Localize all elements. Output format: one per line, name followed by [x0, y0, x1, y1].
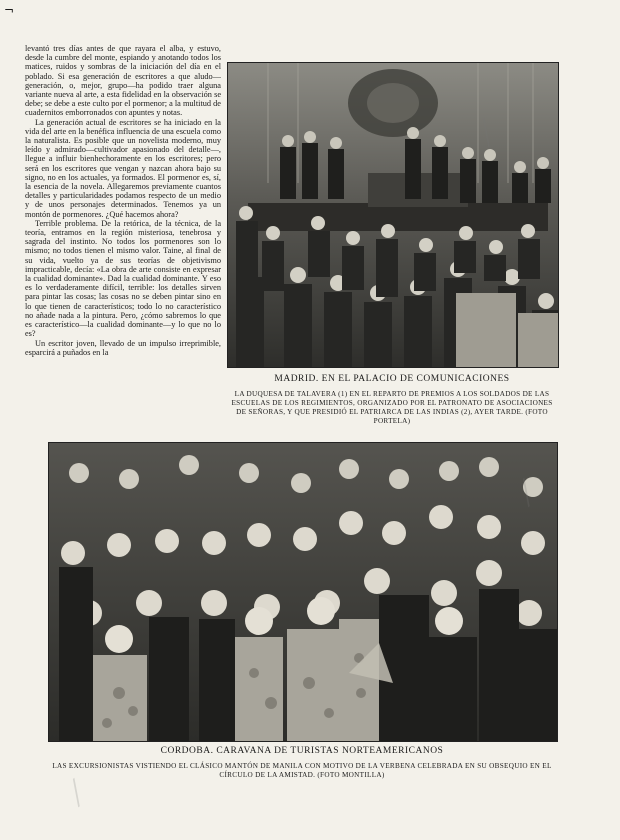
- watermark-mark: ╱: [63, 778, 90, 807]
- photo-bottom-caption: LAS EXCURSIONISTAS VISTIENDO EL CLÁSICO MANTÓN DE MANILA CON MOTIVO DE LA VERBENA CELEBRADA EN SU OBSEQUIO EN EL CÍRCULO DE LA AMISTAD. (FOTO MONTILLA): [52, 762, 552, 779]
- photo-bottom-title: CORDOBA. CARAVANA DE TURISTAS NORTEAMERICANOS: [160, 746, 444, 756]
- corner-mark: ¬: [4, 3, 15, 17]
- article-paragraph: Terrible problema. De la retórica, de la técnica, de la teoría, entramos en la región misteriosa, tenebrosa y sagrada del instinto. No todos los pormenores son lo mismo; no todos tienen el mismo valor. Taine, al final de su vida, vuelto ya de sus teorías de objetivismo impracticable, decía: «La obra de arte consiste en expresar la cualidad dominante». Dad la cualidad dominante. Y eso es lo verdaderamente difícil, terrible: los detalles sirven para pintar las cosas; las cosas no se deben pintar sino en lo que tienen de característicos; todo lo no característico no añade nada a la pintura. Pero, ¿cómo sabremos lo que es característico—la cualidad dominante—y lo que no lo es?: [25, 218, 221, 339]
- photo-top-title: MADRID. EN EL PALACIO DE COMUNICACIONES: [274, 374, 510, 384]
- photo-tourists: [48, 442, 558, 742]
- photo-ceremony: [227, 62, 559, 368]
- article-paragraph: La generación actual de escritores se ha iniciado en la vida del arte en la benéfica influencia de una escuela como la naturalista. Es posible que un novelista moderno, muy leído y admirado—cultivador apasionado del detalle—, llegue a influir bienhechoramente en los escritores; pero será en los escritores que vengan y nazcan ahora bajo su signo, no en los actuales, ya formados. El pormenor es, sí, la esencia de la novela. Allegaremos previamente cuantos detalles y particularidades podamos respecto de un medio y de unos personajes determinados. Tenemos ya un montón de pormenores. ¿Qué hacemos ahora?: [25, 117, 221, 219]
- article-paragraph: levantó tres días antes de que rayara el alba, y estuvo, desde la cumbre del monte, espiando y anotando todos los matices, ruidos y sombras de la iniciación del día en el poblado. Si esa generación de escritores a que aludo—generación, o, mejor, grupo—ha podido traer alguna variante nueva al arte, a esta fidelidad en la observación se debe; se debe a este culto por el pormenor; a la multitud de cuadernitos emborronados con apuntes y notas.: [25, 44, 221, 118]
- article-column: [25, 44, 221, 428]
- watermark-mark: ╱: [513, 478, 540, 507]
- article-paragraph: Un escritor joven, llevado de un impulso irreprimible, esparcirá a puñados en la: [25, 338, 221, 357]
- photo-top-caption: LA DUQUESA DE TALAVERA (1) EN EL REPARTO DE PREMIOS A LOS SOLDADOS DE LAS ESCUELAS DE LOS REGIMIENTOS, ORGANIZADO POR EL PATRONATO DE ASOCIACIONES DE SEÑORAS, Y QUE PRESIDIÓ EL PATRIARCA DE LAS INDIAS (2), AYER TARDE. (FOTO PORTELA): [231, 390, 553, 425]
- watermark-mark: ╱: [473, 118, 500, 147]
